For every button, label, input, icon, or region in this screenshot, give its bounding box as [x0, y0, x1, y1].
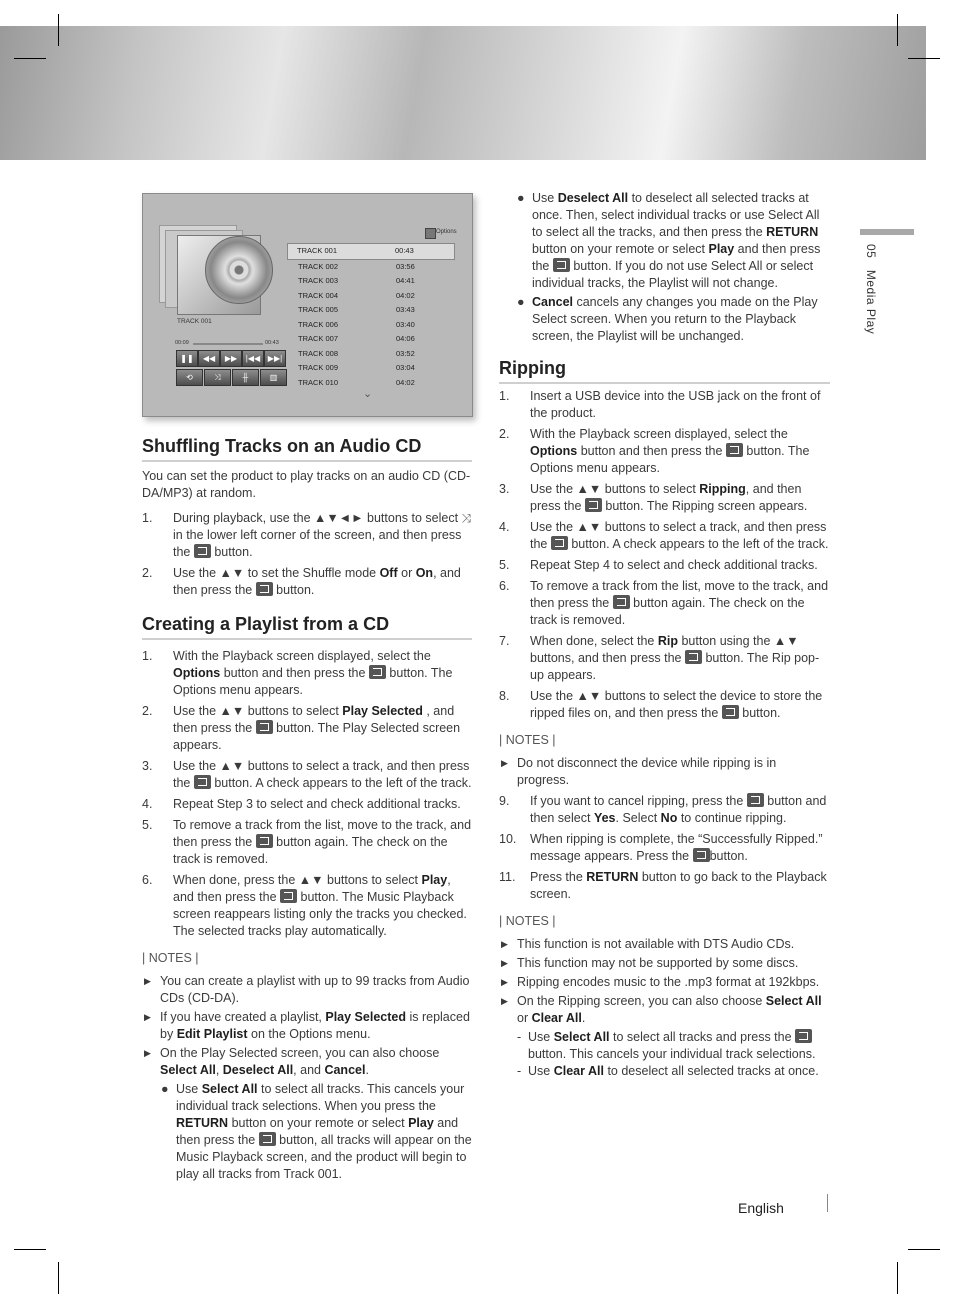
crop-mark [897, 14, 898, 46]
crop-mark [897, 1262, 898, 1294]
shuffle-step: 2. Use the ▲▼ to set the Shuffle mode Off or On, and then press the button. [142, 566, 461, 597]
playlist-step: 2. Use the ▲▼ buttons to select Play Selected , and then press the button. The Play Selected screen appears. [142, 704, 461, 752]
chapter-number: 05 [864, 244, 878, 259]
crop-mark [58, 14, 59, 46]
cd-disc-image [205, 236, 273, 304]
fast-forward-icon[interactable]: ▶▶ [220, 350, 242, 367]
enter-button-icon [551, 536, 568, 550]
enter-button-icon [256, 582, 273, 596]
footer-language: English [738, 1200, 784, 1216]
track-row[interactable] [287, 243, 455, 260]
track-row[interactable] [289, 303, 455, 318]
notes-label: | NOTES | [499, 733, 556, 747]
shuffle-icon: ⤨ [461, 511, 472, 525]
crop-mark [908, 58, 940, 59]
note-item: ▶ If you have created a playlist, Play Selected is replaced by Edit Playlist on the Options menu. [144, 1010, 470, 1041]
crop-mark [14, 58, 46, 59]
track-row[interactable] [289, 260, 455, 275]
ripping-step: 7. When done, select the Rip button using the ▲▼ buttons, and then press the button. The Rip pop-up appears. [499, 634, 820, 682]
playlist-step: 5. To remove a track from the list, move to the track, and then press the button again. The check on the track is removed. [142, 818, 472, 866]
chevron-down-icon[interactable]: ⌄ [363, 388, 373, 400]
track-name: TRACK 003 [298, 276, 339, 285]
note-item: ▶ Ripping encodes music to the .mp3 format at 192kbps. [501, 975, 820, 989]
ripping-step: 1. Insert a USB device into the USB jack on the front of the product. [499, 389, 821, 420]
track-name: TRACK 008 [298, 348, 339, 358]
note-item: ▶ On the Play Selected screen, you can also choose Select All, Deselect All, and Cancel. [144, 1046, 440, 1077]
notes-label: | NOTES | [142, 951, 199, 965]
crop-mark [14, 1249, 46, 1250]
enter-button-icon [256, 720, 273, 734]
sound-mode-icon[interactable]: ▥ [260, 369, 287, 386]
track-time: 03:40 [396, 319, 415, 329]
footer-divider [827, 1194, 828, 1212]
track-row[interactable] [289, 289, 455, 304]
music-player-screenshot [142, 193, 473, 417]
enter-button-icon [747, 793, 764, 807]
rewind-icon[interactable]: ◀◀ [198, 350, 220, 367]
track-time: 03:04 [396, 363, 415, 372]
previous-track-icon[interactable]: |◀◀ [242, 350, 264, 367]
section-heading-ripping: Ripping [499, 357, 830, 384]
track-time: 03:43 [396, 305, 415, 314]
enter-button-icon [256, 834, 273, 848]
now-playing-track: TRACK 001 [177, 318, 212, 325]
track-name: TRACK 009 [298, 363, 339, 372]
repeat-icon[interactable]: ⟲ [176, 369, 203, 386]
ripping-step: 3. Use the ▲▼ buttons to select Ripping, and then press the button. The Ripping screen appears. [499, 482, 808, 513]
enter-button-icon [722, 705, 739, 719]
bullet-item: ● Use Select All to select all tracks. This cancels your individual track selections. When you press the RETURN button on your remote or select Play and then press the button, all tracks will appear on the Music Playback screen, and the product will begin to play all tracks from Track 001. [161, 1082, 472, 1181]
track-name: TRACK 006 [298, 319, 339, 329]
left-column [142, 435, 472, 1185]
options-label[interactable]: Options [436, 229, 457, 235]
ripping-step: 9. If you want to cancel ripping, press the button and then select Yes. Select No to continue ripping. [499, 794, 827, 825]
section-heading-shuffle: Shuffling Tracks on an Audio CD [142, 435, 472, 462]
ripping-step: 4. Use the ▲▼ buttons to select a track, and then press the button. A check appears to the left of the track. [499, 520, 829, 551]
enter-button-icon [685, 650, 702, 664]
enter-button-icon [726, 443, 743, 457]
enter-button-icon [795, 1029, 812, 1043]
note-item: ▶ This function may not be supported by some discs. [501, 956, 799, 970]
ripping-step: 5. Repeat Step 4 to select and check additional tracks. [499, 558, 818, 572]
chapter-label: Media Play [864, 269, 878, 335]
equalizer-icon[interactable]: ╫ [232, 369, 259, 386]
note-item: ▶ You can create a playlist with up to 99 tracks from Audio CDs (CD-DA). [144, 974, 470, 1005]
ripping-step: 2. With the Playback screen displayed, select the Options button and then press the button. The Options menu appears. [499, 427, 810, 475]
track-name: TRACK 010 [298, 377, 339, 387]
track-time: 04:06 [396, 334, 415, 343]
enter-button-icon [259, 1132, 276, 1146]
track-name: TRACK 005 [298, 305, 339, 314]
track-name: TRACK 001 [297, 246, 338, 255]
track-name: TRACK 004 [298, 290, 339, 300]
track-time: 03:52 [396, 348, 415, 358]
playlist-step: 4. Repeat Step 3 to select and check additional tracks. [142, 797, 461, 811]
sub-note: - Use Select All to select all tracks and press the button. This cancels your individual track selections. [517, 1030, 816, 1061]
track-list [289, 243, 455, 390]
track-time: 04:02 [396, 377, 415, 387]
right-column [499, 190, 830, 1080]
ripping-step: 10. When ripping is complete, the “Successfully Ripped.” message appears. Press the button. [499, 832, 823, 863]
playlist-step: 3. Use the ▲▼ buttons to select a track, and then press the button. A check appears to the left of the track. [142, 759, 472, 790]
options-icon[interactable] [425, 228, 436, 239]
enter-button-icon [693, 848, 710, 862]
track-time: 04:41 [396, 276, 415, 285]
track-row[interactable] [289, 361, 455, 376]
track-name: TRACK 002 [298, 261, 339, 271]
playlist-step: 6. When done, press the ▲▼ buttons to select Play, and then press the button. The Music Playback screen reappears listing only the tracks you checked. The selected tracks play automatically. [142, 873, 467, 938]
track-row[interactable] [289, 274, 455, 289]
ripping-step: 11. Press the RETURN button to go back to the Playback screen. [499, 870, 827, 901]
playlist-step: 1. With the Playback screen displayed, select the Options button and then press the button. The Options menu appears. [142, 649, 453, 697]
enter-button-icon [585, 498, 602, 512]
crop-mark [908, 1249, 940, 1250]
header-banner [0, 26, 926, 160]
total-time: 00:43 [265, 340, 279, 346]
track-name: TRACK 007 [298, 334, 339, 343]
enter-button-icon [613, 595, 630, 609]
enter-button-icon [280, 889, 297, 903]
pause-icon[interactable]: ❚❚ [176, 350, 198, 367]
enter-button-icon [194, 544, 211, 558]
enter-button-icon [369, 665, 386, 679]
shuffle-icon[interactable]: ⤨ [204, 369, 231, 386]
track-time: 03:56 [396, 261, 415, 271]
ripping-step: 8. Use the ▲▼ buttons to select the device to store the ripped files on, and then press the button. [499, 689, 823, 720]
enter-button-icon [194, 775, 211, 789]
note-item: ▶ On the Ripping screen, you can also choose Select All or Clear All. [501, 994, 822, 1025]
track-row[interactable] [289, 318, 455, 333]
bullet-item: ● Use Deselect All to deselect all selected tracks at once. Then, select individual tracks or use Select All to select all the tracks, and then press the RETURN button on your remote or select Play and then press the button. If you do not use Select All or select individual tracks, the Playlist will not change. [517, 191, 821, 290]
shuffle-step: 1. During playback, use the ▲▼◄► buttons to select ⤨ in the lower left corner of the screen, and then press the button. [142, 511, 472, 559]
next-track-icon[interactable]: ▶▶| [264, 350, 286, 367]
elapsed-time: 00:09 [175, 340, 189, 346]
sub-note: - Use Clear All to deselect all selected tracks at once. [517, 1064, 819, 1078]
notes-label: | NOTES | [499, 914, 556, 928]
bullet-item: ● Cancel cancels any changes you made on the Play Select screen. When you return to the Playback screen, the Playlist will be unchanged. [517, 295, 818, 343]
side-tab-bar [860, 229, 914, 235]
track-time: 04:02 [396, 290, 415, 300]
progress-bar [193, 343, 263, 345]
section-heading-playlist: Creating a Playlist from a CD [142, 613, 472, 640]
crop-mark [58, 1262, 59, 1294]
side-tab [864, 244, 878, 334]
shuffle-intro: You can set the product to play tracks on an audio CD (CD-DA/MP3) at random. [142, 469, 471, 500]
track-time: 00:43 [395, 246, 414, 255]
ripping-step: 6. To remove a track from the list, move to the track, and then press the button again. The check on the track is removed. [499, 579, 829, 627]
note-item: ▶ Do not disconnect the device while ripping is in progress. [501, 756, 777, 787]
enter-button-icon [553, 258, 570, 272]
track-row[interactable] [289, 347, 455, 362]
note-item: ▶ This function is not available with DTS Audio CDs. [501, 937, 795, 951]
track-row[interactable] [289, 332, 455, 347]
